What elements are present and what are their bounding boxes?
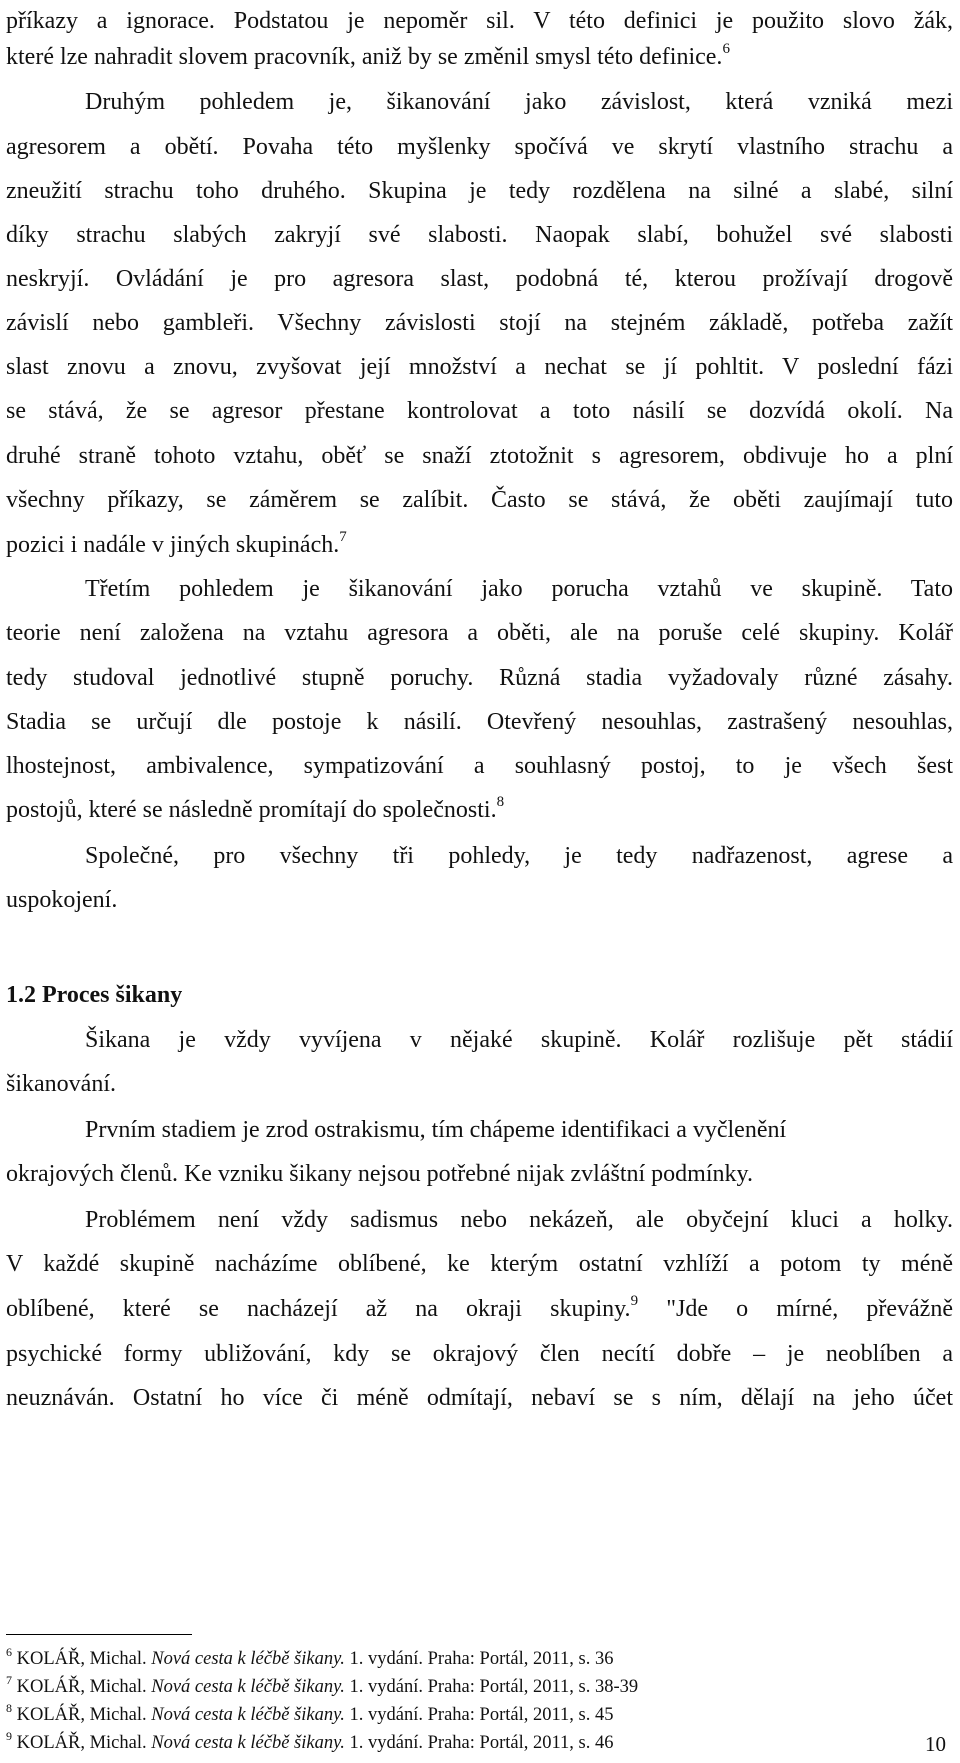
body-line: neuznáván. Ostatní ho více či méně odmítají, nebaví se s ním, dělají na jeho účet — [6, 1385, 953, 1411]
body-line: Prvním stadiem je zrod ostrakismu, tím chápeme identifikaci a vyčlenění — [85, 1117, 787, 1143]
footnote-number: 9 — [6, 1728, 12, 1743]
body-line: závislí nebo gambleři. Všechny závislosti stojí na stejném základě, potřeba zažít — [6, 310, 953, 336]
footnote: $^9$ KOLÁŘ, Michal. Nová cesta k léčbě šikany. 1. vydání. Praha: Portál, 2011, s. 46 — [6, 1728, 614, 1753]
body-line: oblíbené, které se nacházejí až na okraji skupiny.$^9$ "Jde o mírné, převážně — [6, 1293, 953, 1322]
body-line: postojů, které se následně promítají do společnosti.$^8$ — [6, 794, 505, 823]
footnote-ref: 6 — [722, 41, 730, 57]
footnote: $^7$ KOLÁŘ, Michal. Nová cesta k léčbě šikany. 1. vydání. Praha: Portál, 2011, s. 38-39 — [6, 1672, 639, 1697]
footnote-number: 8 — [6, 1700, 12, 1715]
body-line: se stává, že se agresor přestane kontrolovat a toto násilí se dozvídá okolí. Na — [6, 398, 953, 424]
body-line: uspokojení. — [6, 887, 118, 913]
book-title: Nová cesta k léčbě šikany. — [151, 1649, 345, 1669]
body-line: šikanování. — [6, 1071, 116, 1097]
body-line: teorie není založena na vztahu agresora a oběti, ale na poruše celé skupiny. Kolář — [6, 620, 953, 646]
body-line: Společné, pro všechny tři pohledy, je tedy nadřazenost, agrese a — [85, 843, 953, 869]
body-line: Stadia se určují dle postoje k násilí. Otevřený nesouhlas, zastrašený nesouhlas, — [6, 709, 953, 735]
footnote-ref: 9 — [630, 1293, 639, 1309]
body-line: které lze nahradit slovem pracovník, aniž by se změnil smysl této definice.$^6$ — [6, 41, 730, 70]
section-heading: 1.2 Proces šikany — [6, 982, 183, 1008]
body-line: díky strachu slabých zakryjí své slabosti. Naopak slabí, bohužel své slabosti — [6, 222, 953, 248]
footnote-ref: 7 — [339, 529, 347, 545]
book-title: Nová cesta k léčbě šikany. — [151, 1733, 345, 1753]
body-line: psychické formy ubližování, kdy se okrajový člen necítí dobře – je neoblíben a — [6, 1341, 953, 1367]
body-line: agresorem a obětí. Povaha této myšlenky spočívá ve skrytí vlastního strachu a — [6, 134, 953, 160]
body-line: lhostejnost, ambivalence, sympatizování a souhlasný postoj, to je všech šest — [6, 753, 953, 779]
body-line: Problémem není vždy sadismus nebo nekázeň, ale obyčejní kluci a holky. — [85, 1207, 953, 1233]
footnote: $^8$ KOLÁŘ, Michal. Nová cesta k léčbě šikany. 1. vydání. Praha: Portál, 2011, s. 45 — [6, 1700, 614, 1725]
body-line: slast znovu a znovu, zvyšovat její množství a nechat se jí pohltit. V poslední fázi — [6, 354, 953, 380]
body-line: pozici i nadále v jiných skupinách.$^7$ — [6, 529, 347, 558]
footnote-number: 7 — [6, 1672, 12, 1687]
body-line: zneužití strachu toho druhého. Skupina je tedy rozdělena na silné a slabé, silní — [6, 178, 953, 204]
body-line: Druhým pohledem je, šikanování jako závislost, která vzniká mezi — [85, 89, 953, 115]
footnote-number: 6 — [6, 1644, 12, 1659]
footnote-ref: 8 — [496, 794, 505, 810]
footnote: $^6$ KOLÁŘ, Michal. Nová cesta k léčbě šikany. 1. vydání. Praha: Portál, 2011, s. 36 — [6, 1644, 614, 1669]
body-line: okrajových členů. Ke vzniku šikany nejsou potřebné nijak zvláštní podmínky. — [6, 1161, 753, 1187]
body-line: příkazy a ignorace. Podstatou je nepoměr sil. V této definici je použito slovo žák, — [6, 8, 953, 34]
body-line: tedy studoval jednotlivé stupně poruchy. Různá stadia vyžadovaly různé zásahy. — [6, 665, 953, 691]
body-line: V každé skupině nacházíme oblíbené, ke kterým ostatní vzhlíží a potom ty méně — [6, 1251, 953, 1277]
book-title: Nová cesta k léčbě šikany. — [151, 1677, 345, 1697]
book-title: Nová cesta k léčbě šikany. — [151, 1705, 345, 1725]
body-line: Třetím pohledem je šikanování jako porucha vztahů ve skupině. Tato — [85, 576, 953, 602]
body-line: druhé straně tohoto vztahu, oběť se snaží ztotožnit s agresorem, obdivuje ho a plní — [6, 443, 953, 469]
body-line: Šikana je vždy vyvíjena v nějaké skupině. Kolář rozlišuje pět stádií — [85, 1027, 953, 1053]
body-line: všechny příkazy, se záměrem se zalíbit. Často se stává, že oběti zaujímají tuto — [6, 487, 953, 513]
body-line: neskryjí. Ovládání je pro agresora slast, podobná té, kterou prožívají drogově — [6, 266, 953, 292]
footnote-separator — [6, 1634, 192, 1635]
page-number: 10 — [925, 1732, 946, 1756]
